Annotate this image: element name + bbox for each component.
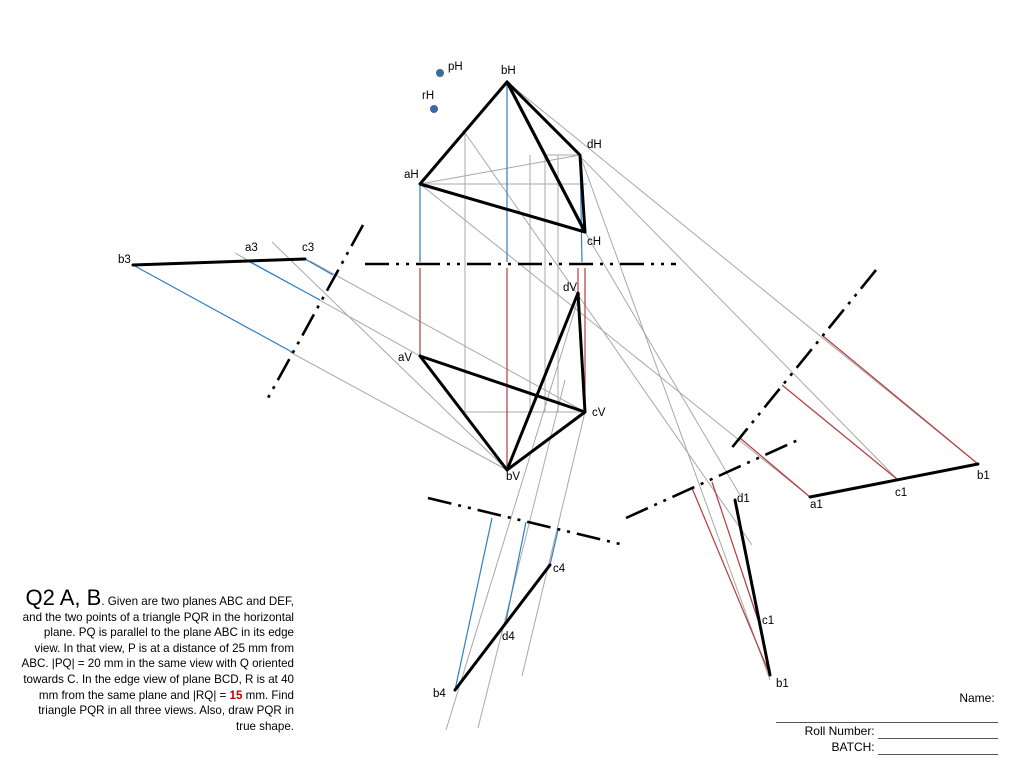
label-b4: b4 [433,688,446,700]
edge-view-abc [133,259,305,265]
reference-lines [268,225,876,544]
reference-line-1b [626,440,798,518]
label-c3: c3 [302,242,315,254]
label-bH: bH [501,65,516,77]
label-rH: rH [422,90,435,102]
front-view-abc [420,356,585,470]
batch-label: BATCH: [831,740,875,754]
batch-field[interactable] [878,738,998,755]
label-b1: b1 [977,470,990,482]
label-aV: aV [398,352,413,364]
label-dV: dV [563,282,578,294]
roll-label: Roll Number: [804,724,875,738]
batch-row [770,738,998,754]
label-cH: cH [587,236,602,248]
top-view-abc [420,82,585,232]
point-p-marker [436,69,444,77]
roll-field[interactable] [878,722,998,739]
aux-view-4 [455,565,550,690]
question-body-2: mm. Find triangle PQR in all three views. Also, draw PQR in true shape. [38,688,294,733]
label-bV: bV [506,471,521,483]
reference-line-3 [268,225,363,398]
name-field[interactable] [776,706,998,723]
name-row [770,690,998,706]
label-b1-second: b1 [776,678,789,690]
aux-view-1 [810,464,978,497]
question-heading: Q2 A, B [25,585,102,610]
label-pH: pH [448,61,463,73]
name-underline-row [770,706,998,722]
name-label: Name: [959,691,995,705]
aux-view-1b [735,500,770,675]
label-c4: c4 [553,563,566,575]
question-highlight-value: 15 [229,688,243,702]
label-cV: cV [592,407,606,419]
question-body-1: . Given are two planes ABC and DEF, and the two points of a triangle PQR in the horizontal plane. PQ is parallel to the plane ABC in its edge view. In that view, P is at a distance of 25 mm from ABC. |PQ| = 20 mm in the same view with Q oriented towards C. In the edge view of plane BCD, R is at 40 mm from the same plane and |RQ| = [21,595,294,702]
label-dH: dH [587,139,602,151]
label-c1: c1 [895,487,908,499]
label-c1-second: c1 [762,615,775,627]
label-aH: aH [404,169,419,181]
front-view-bcd [507,293,585,470]
question-text [20,585,294,734]
point-r-marker [430,105,438,113]
label-a1: a1 [810,499,823,511]
label-a3: a3 [245,242,258,254]
reference-line-1 [730,270,876,450]
label-b3: b3 [118,254,131,266]
reference-line-4 [428,498,620,544]
roll-row [770,722,998,738]
label-d4: d4 [502,631,515,643]
student-details [770,690,998,754]
red-projectors [420,268,978,675]
projection-lines [235,82,978,730]
label-d1: d1 [737,493,750,505]
